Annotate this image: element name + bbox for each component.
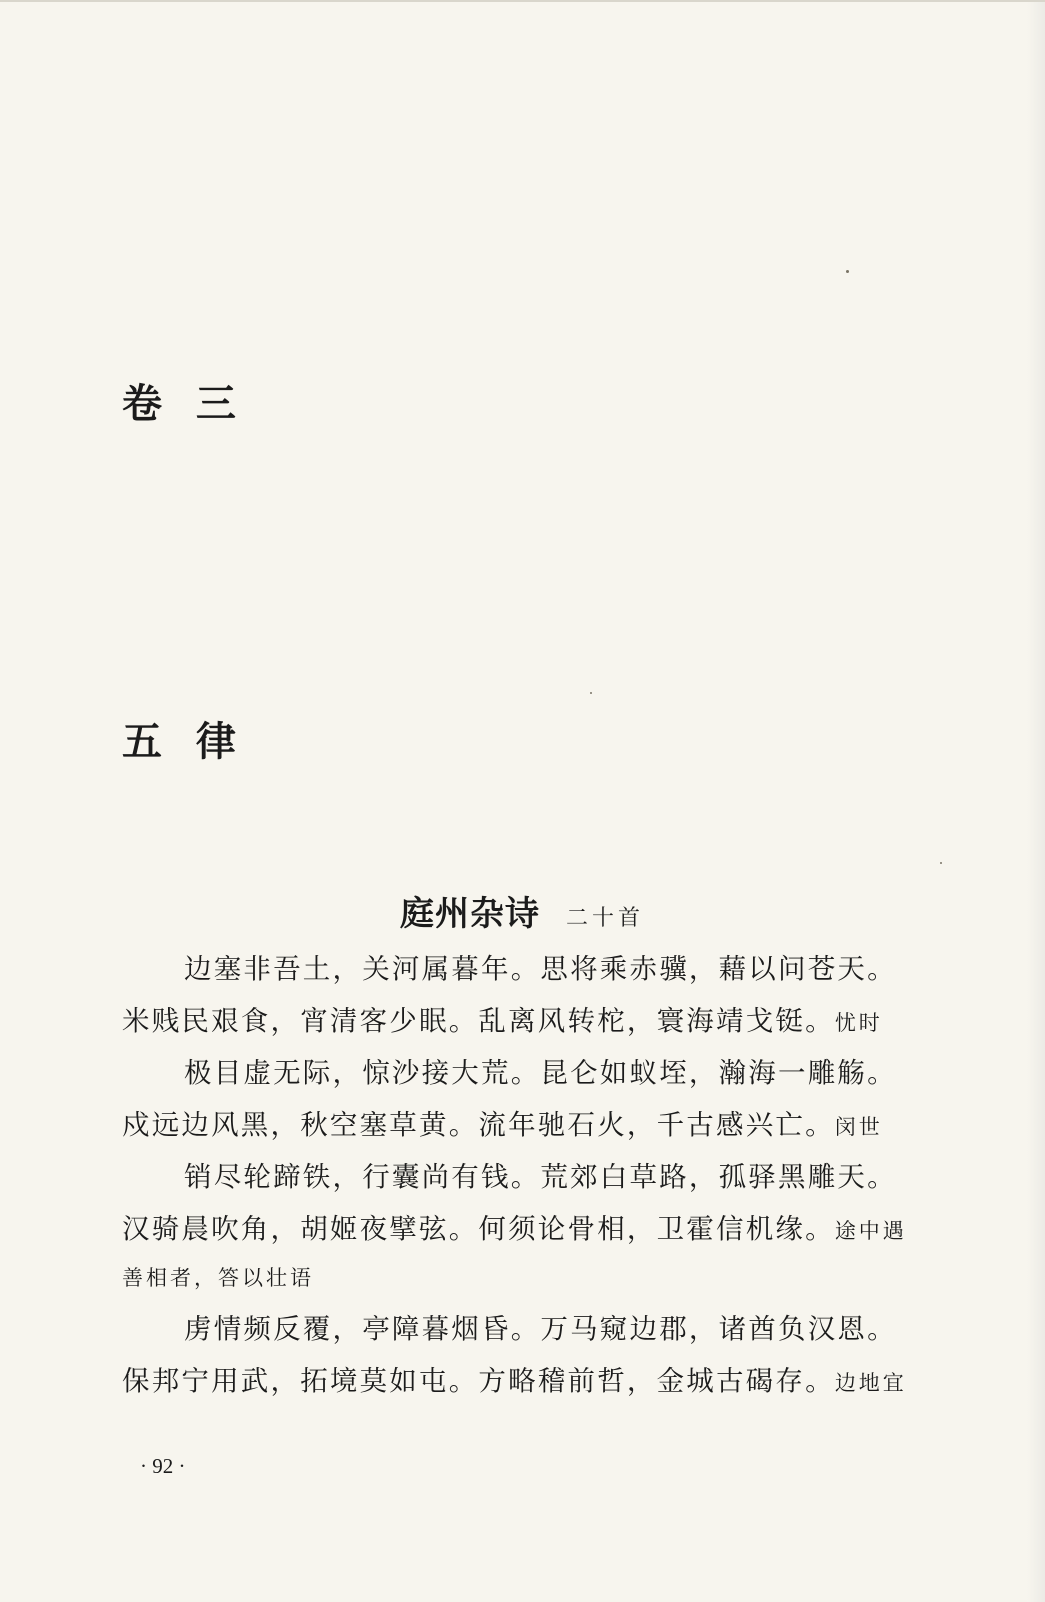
poem-note: 闵世 [834, 1115, 883, 1139]
poem-count: 二十首 [566, 906, 645, 931]
section-title: 五 律 [122, 718, 238, 765]
poem-title: 庭州杂诗 [400, 894, 540, 934]
poem-heading [400, 886, 644, 935]
paper-speck [940, 862, 942, 864]
poem-note: 忧时 [834, 1011, 883, 1035]
volume-title: 卷 三 [122, 380, 238, 427]
poem-line-text: 戍远边风黑，秋空塞草黄。流年驰石火，千古感兴亡。 [122, 1109, 835, 1141]
poem-line-text: 销尽轮蹄铁，行囊尚有钱。荒郊白草路，孤驿黑雕天。 [184, 1161, 897, 1193]
poem-line-text: 保邦宁用武，拓境莫如屯。方略稽前哲，金城古碣存。 [122, 1365, 835, 1397]
poem-line-text: 米贱民艰食，宵清客少眠。乱离风转柁，寰海靖戈铤。 [122, 1005, 835, 1037]
poem-line [122, 1212, 942, 1248]
paper-speck [590, 692, 592, 694]
poem-line-text: 边塞非吾土，关河属暮年。思将乘赤骥，藉以问苍天。 [184, 953, 897, 985]
poem-note: 边地宜 [834, 1371, 907, 1395]
poem-line [122, 1108, 942, 1144]
poem-line [122, 1364, 942, 1400]
paper-speck [846, 270, 849, 273]
poem-line-text: 极目虚无际，惊沙接大荒。昆仑如蚁垤，瀚海一雕觞。 [184, 1057, 897, 1089]
page-number: · 92 · [140, 1454, 186, 1478]
poem-line-text: 汉骑晨吹角，胡姬夜擘弦。何须论骨相，卫霍信机缘。 [122, 1213, 835, 1245]
poem-line [184, 952, 1004, 986]
poem-line [122, 1004, 942, 1040]
poem-note-continuation: 善相者，答以壮语 [122, 1266, 314, 1290]
page-edge-shadow [1027, 2, 1045, 1602]
poem-line [184, 1160, 1004, 1194]
poem-line [184, 1056, 1004, 1090]
poem-line-text: 虏情频反覆，亭障暮烟昏。万马窥边郡，诸酋负汉恩。 [184, 1313, 897, 1345]
poem-line [184, 1312, 1004, 1346]
poem-note: 途中遇 [834, 1219, 907, 1243]
